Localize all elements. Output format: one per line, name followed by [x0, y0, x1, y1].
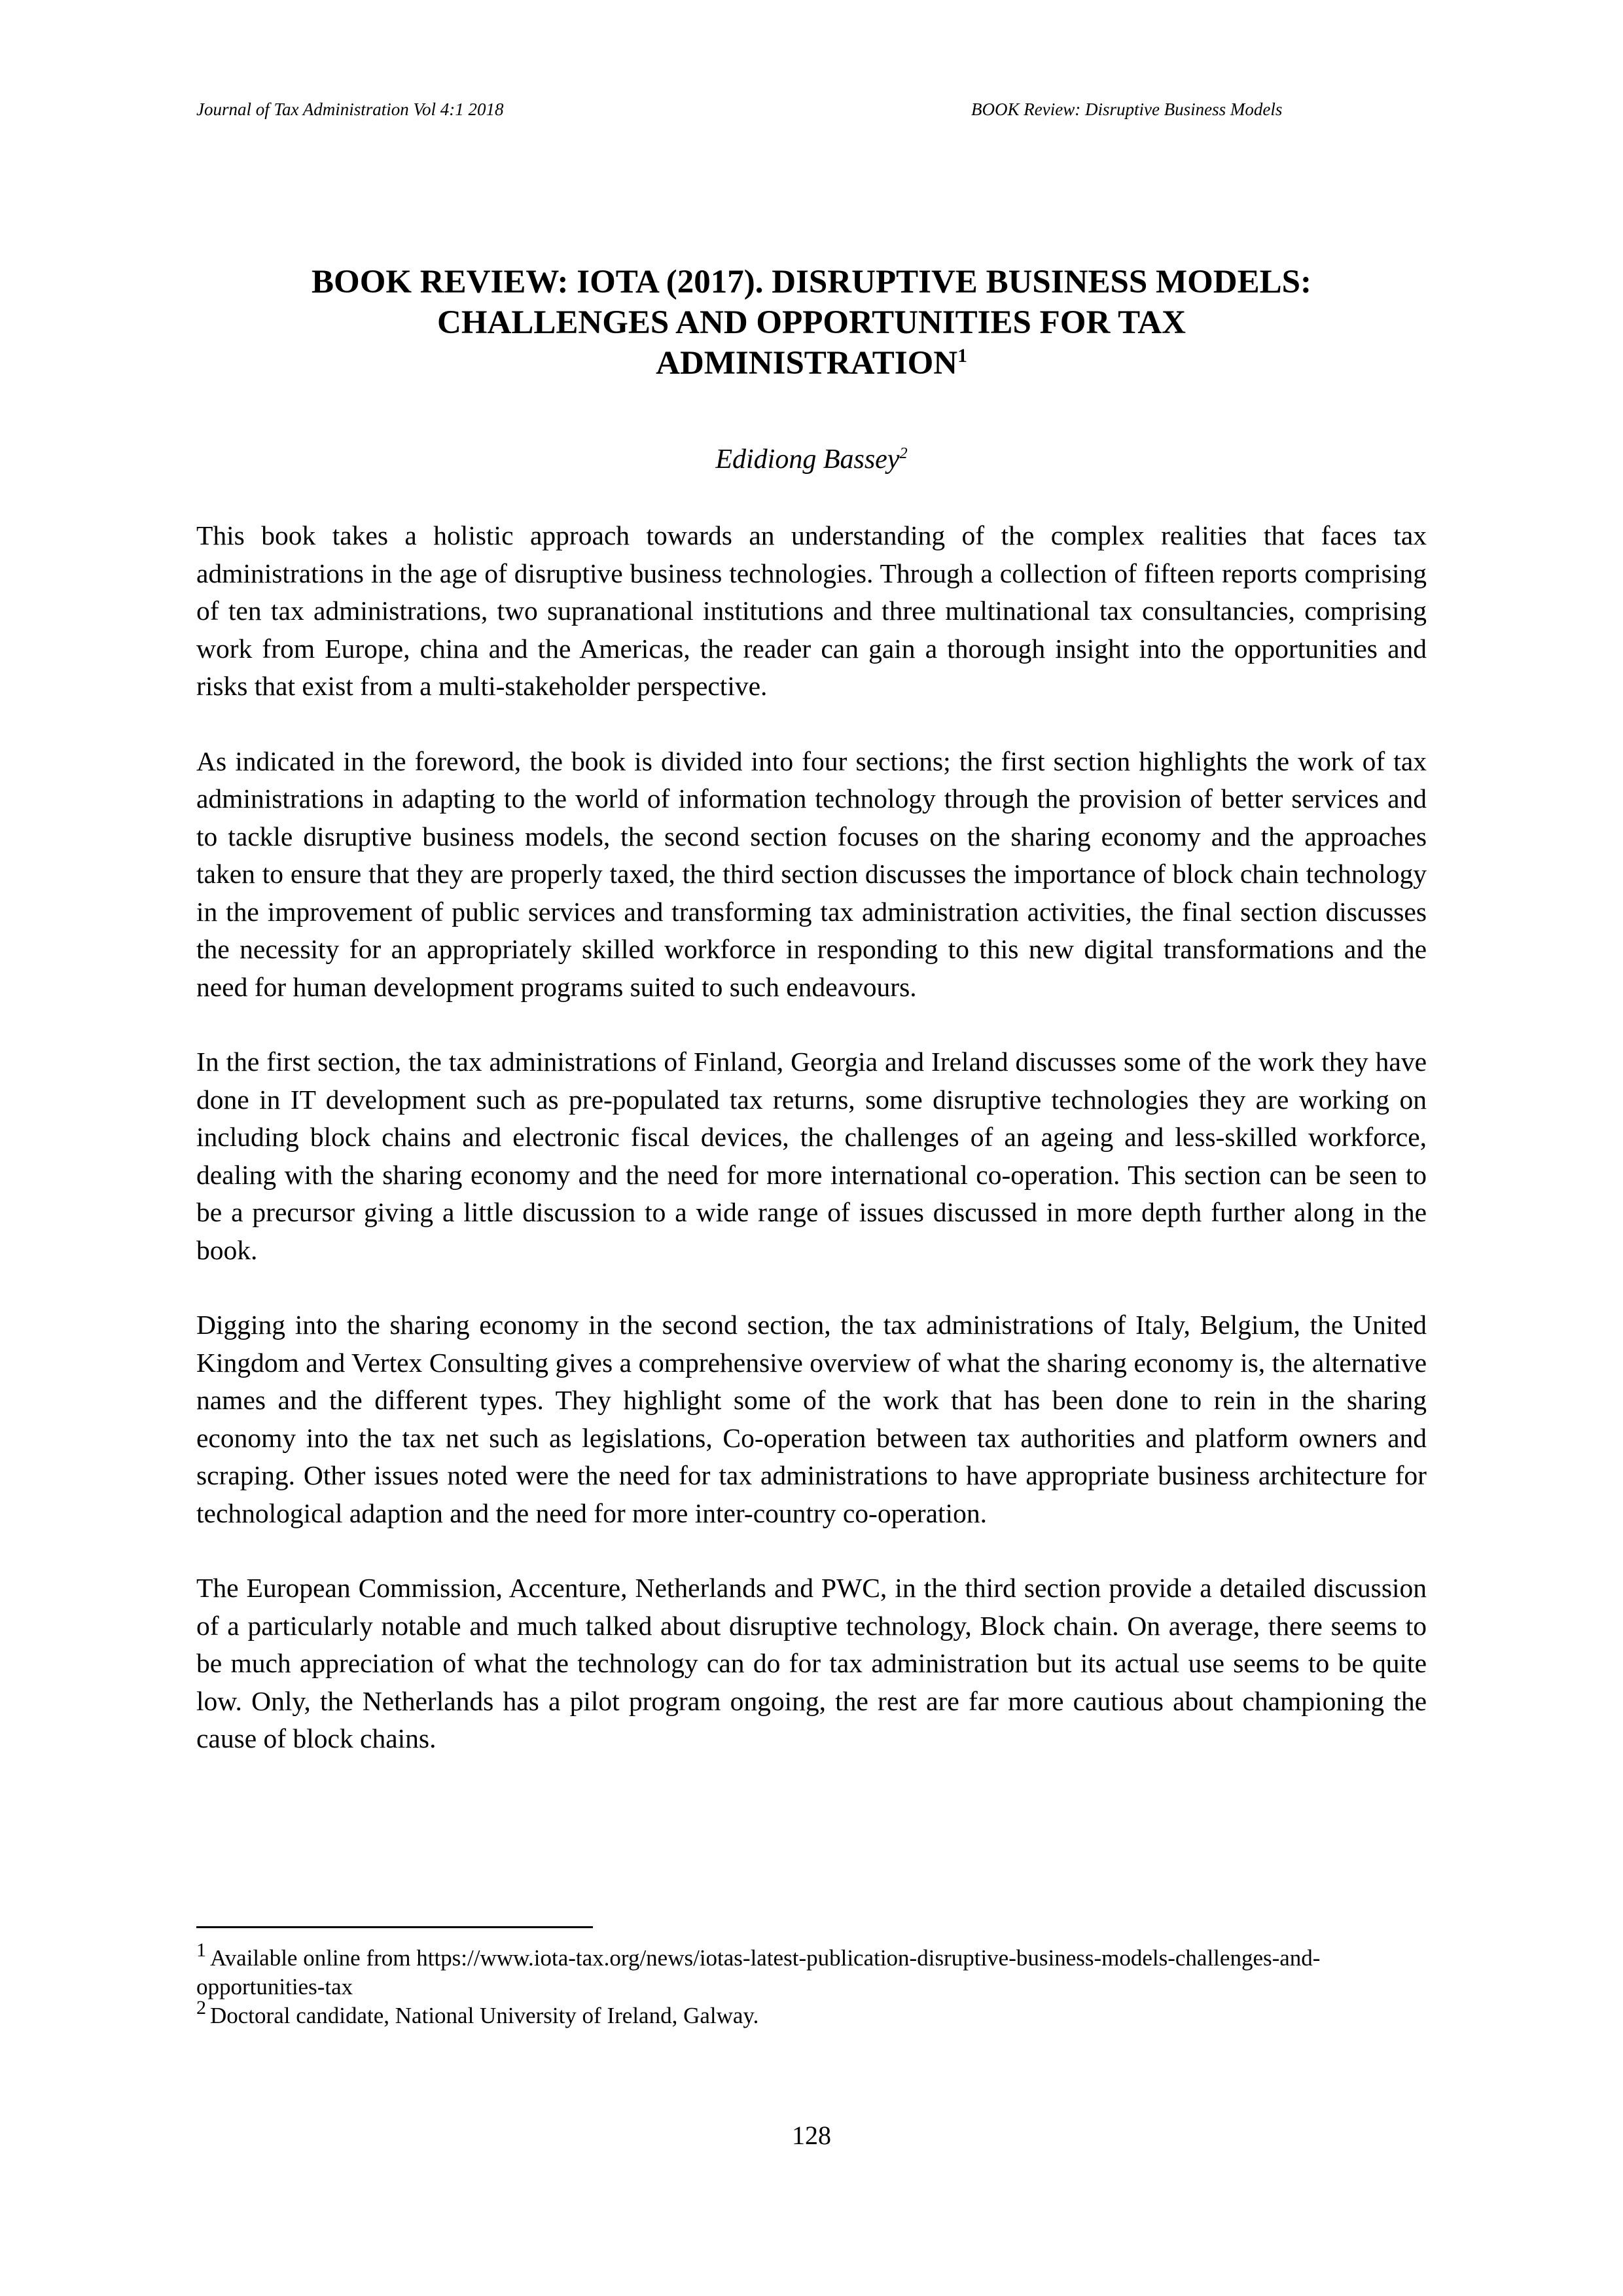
paragraph: In the first section, the tax administrations of Finland, Georgia and Ireland discusses some of the work they have done in IT development such as pre-populated tax returns, some disruptive technologies they are working on including block chains and electronic fiscal devices, the challenges of an ageing and less-skilled workforce, dealing with the sharing economy and the need for more international co-operation. This section can be seen to be a precursor giving a little discussion to a wide range of issues discussed in more depth further along in the book. [196, 1047, 1427, 1265]
footnote-text[interactable]: Available online from https://www.iota-tax.org/news/iotas-latest-publication-disruptive-business-models-challenges-and-opportunities-tax [196, 1945, 1321, 2000]
title-line-2: CHALLENGES AND OPPORTUNITIES FOR TAX [437, 304, 1186, 341]
paragraph: This book takes a holistic approach towards an understanding of the complex realities that faces tax administrations in the age of disruptive business technologies. Through a collection of fifteen reports comprising of ten tax administrations, two supranational institutions and three multinational tax consultancies, comprising work from Europe, china and the Americas, the reader can gain a thorough insight into the opportunities and risks that exist from a multi-stakeholder perspective. [196, 520, 1427, 701]
footnote-mark: 2 [196, 1997, 206, 2018]
footnote-mark: 1 [196, 1939, 206, 1961]
article-body [196, 517, 1427, 1795]
footnote-2 [196, 1997, 1427, 2030]
title-line-3 [196, 343, 1427, 384]
page-number: 128 [792, 2121, 831, 2150]
title-line-3-text: ADMINISTRATION [656, 345, 958, 382]
article-title [196, 262, 1427, 384]
author-footnote-ref[interactable]: 2 [899, 444, 908, 462]
journal-citation: Journal of Tax Administration Vol 4:1 2018 [196, 99, 504, 119]
author-byline [196, 442, 1427, 477]
footnote-1 [196, 1939, 1427, 2001]
paragraph: As indicated in the foreword, the book is divided into four sections; the first section highlights the work of tax administrations in adapting to the world of information technology through the provision of better services and to tackle disruptive business models, the second section focuses on the sharing economy and the approaches taken to ensure that they are properly taxed, the third section discusses the importance of block chain technology in the improvement of public services and transforming tax administration activities, the final section discusses the necessity for an appropriately skilled workforce in responding to this new digital transformations and the need for human development programs suited to such endeavours. [196, 745, 1427, 1002]
footnote-text: Doctoral candidate, National University of Ireland, Galway. [210, 2003, 759, 2028]
title-line-1: BOOK REVIEW: IOTA (2017). DISRUPTIVE BUSINESS MODELS: [312, 264, 1311, 300]
footnote-separator [196, 1926, 593, 1928]
paragraph: The European Commission, Accenture, Netherlands and PWC, in the third section provide a detailed discussion of a particularly notable and much talked about disruptive technology, Block chain. On average, there seems to be much appreciation of what the technology can do for tax administration but its actual use seems to be quite low. Only, the Netherlands has a pilot program ongoing, the rest are far more cautious about championing the cause of block chains. [196, 1573, 1427, 1753]
footnotes [196, 1939, 1427, 2030]
paragraph: Digging into the sharing economy in the second section, the tax administrations of Italy, Belgium, the United Kingdom and Vertex Consulting gives a comprehensive overview of what the sharing economy is, the alternative names and the different types. They highlight some of the work that has been done to rein in the sharing economy into the tax net such as legislations, Co-operation between tax authorities and platform owners and scraping. Other issues noted were the need for tax administrations to have appropriate business architecture for technological adaption and the need for more inter-country co-operation. [196, 1310, 1427, 1528]
author-name: Edidiong Bassey [715, 444, 900, 475]
running-section-title: BOOK Review: Disruptive Business Models [971, 99, 1283, 119]
title-footnote-ref[interactable]: 1 [957, 346, 967, 367]
